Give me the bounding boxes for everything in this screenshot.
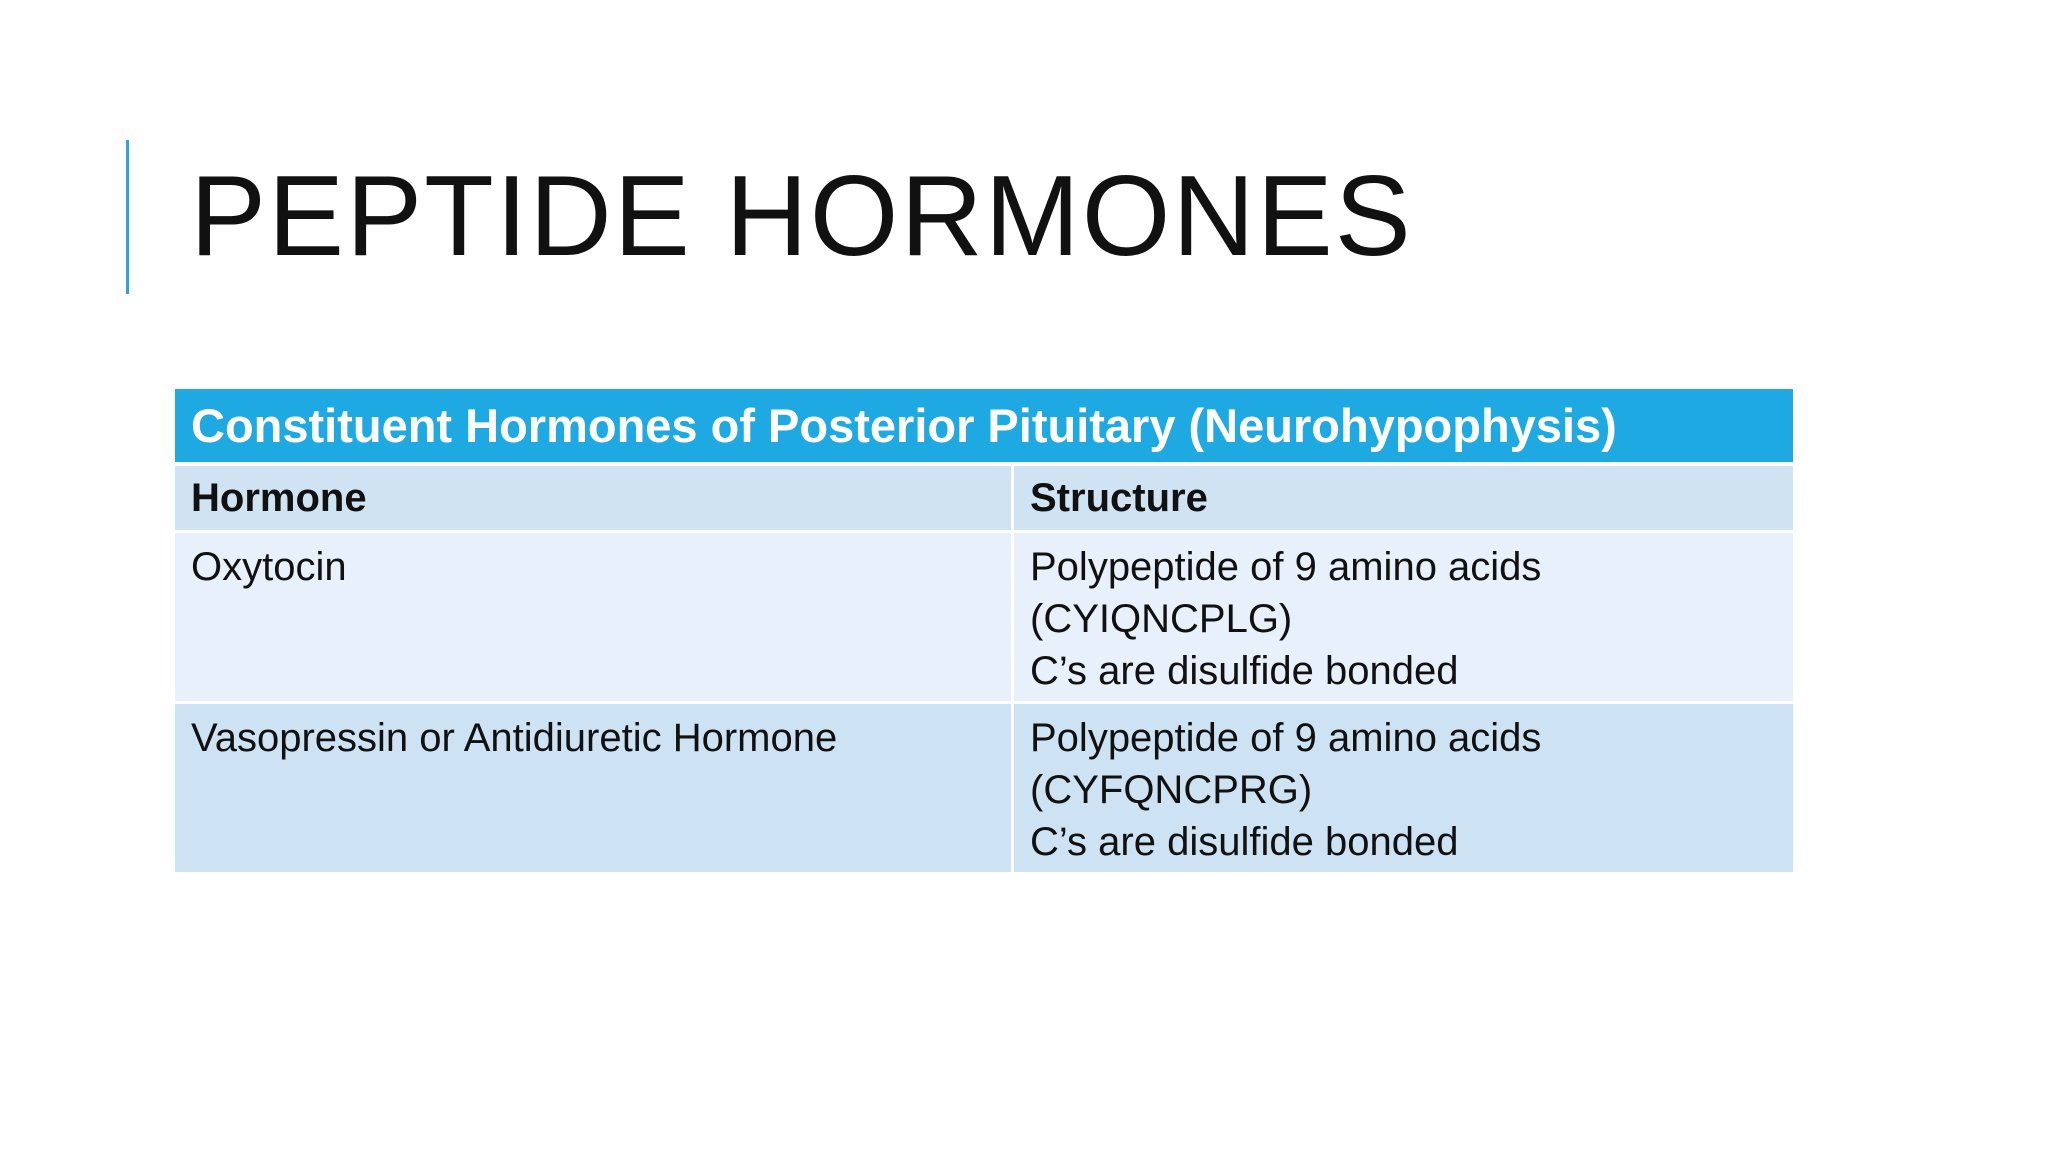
slide-title: PEPTIDE HORMONES: [190, 153, 1413, 280]
table-row: [175, 532, 1793, 703]
structure-line: Polypeptide of 9 amino acids: [1030, 716, 1542, 760]
table-row: [175, 703, 1793, 873]
cell-structure-vasopressin: [1013, 703, 1794, 873]
structure-line: (CYIQNCPLG): [1030, 597, 1293, 641]
structure-line: C’s are disulfide bonded: [1030, 649, 1459, 693]
title-accent-bar: [126, 140, 129, 294]
cell-structure-oxytocin: [1013, 532, 1794, 703]
cell-hormone-oxytocin: Oxytocin: [175, 532, 1013, 703]
structure-line: (CYFQNCPRG): [1030, 768, 1313, 812]
table-caption: Constituent Hormones of Posterior Pituitary (Neurohypophysis): [175, 389, 1793, 464]
cell-hormone-vasopressin: Vasopressin or Antidiuretic Hormone: [175, 703, 1013, 873]
structure-line: Polypeptide of 9 amino acids: [1030, 545, 1542, 589]
header-structure: Structure: [1013, 464, 1794, 532]
hormones-table: [175, 389, 1793, 872]
structure-line: C’s are disulfide bonded: [1030, 820, 1459, 864]
table-header-row: [175, 464, 1793, 532]
table-caption-row: [175, 389, 1793, 464]
header-hormone: Hormone: [175, 464, 1013, 532]
